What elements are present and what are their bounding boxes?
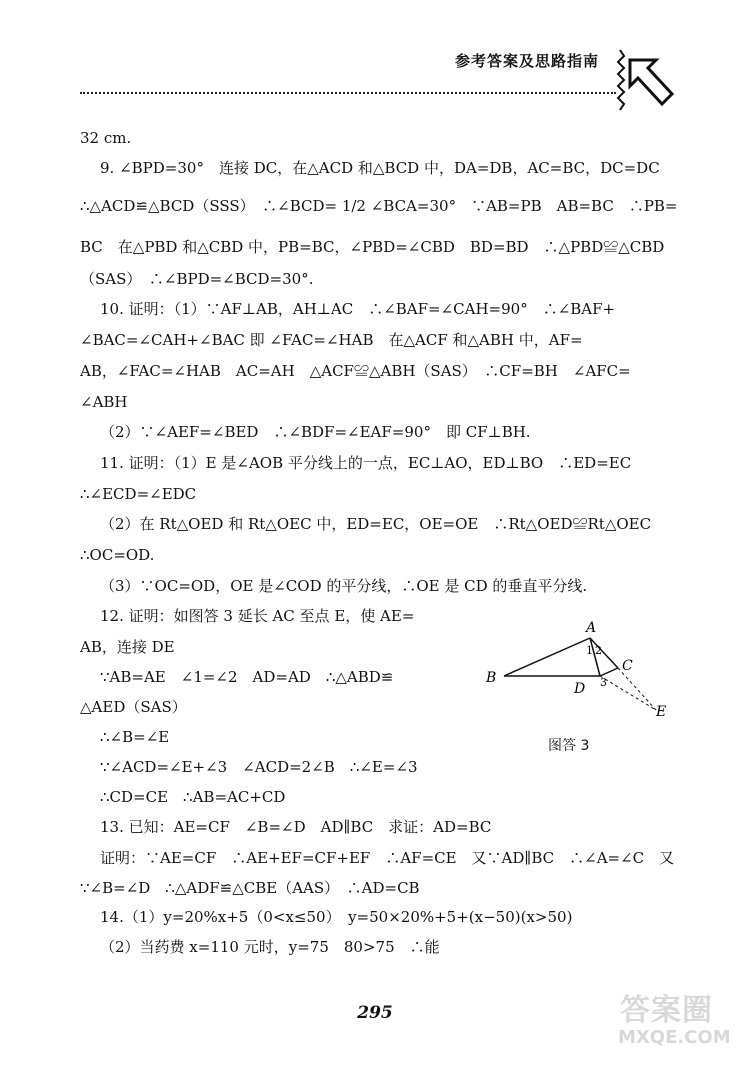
text-line: ∴△ACD≌△BCD（SSS） ∴∠BCD= 1/2 ∠BCA=30° ∵AB=PB AB=BC ∴PB= (80, 197, 678, 215)
segment-ce (618, 668, 656, 710)
text-line: ∠BAC=∠CAH+∠BAC 即 ∠FAC=∠HAB 在△ACF 和△ABH 中，AF= (80, 331, 583, 349)
figure-caption: 图答 3 (548, 738, 590, 754)
text-line: （3）∵OC=OD，OE 是∠COD 的平分线，∴OE 是 CD 的垂直平分线. (100, 577, 588, 595)
text-line: 12. 证明：如图答 3 延长 AC 至点 E，使 AE= (100, 607, 415, 625)
watermark-url: MXQE.COM (618, 1027, 731, 1048)
text-line: 14.（1）y=20%x+5（0<x≤50） y=50×20%+5+(x−50)(x>50) (100, 908, 573, 926)
text-line: 32 cm. (80, 129, 132, 147)
text-line: （SAS） ∴∠BPD=∠BCD=30°. (80, 270, 314, 288)
header-title: 参考答案及思路指南 (455, 52, 600, 70)
text-line: 证明：∵AE=CF ∴AE+EF=CF+EF ∴AF=CE 又∵AD∥BC ∴∠A=∠C 又 (100, 849, 675, 867)
text-line: 10. 证明：（1）∵AF⊥AB，AH⊥AC ∴∠BAF=∠CAH=90° ∴∠BAF+ (100, 300, 616, 318)
segment-dc (600, 668, 618, 676)
text-line: （2）在 Rt△OED 和 Rt△OEC 中，ED=EC，OE=OE ∴Rt△OED≌Rt△OEC (100, 515, 652, 533)
text-line: AB，∠FAC=∠HAB AC=AH △ACF≌△ABH（SAS） ∴CF=BH ∠AFC= (80, 362, 631, 380)
text-line: ∴∠B=∠E (100, 728, 170, 746)
text-line: ∠ABH (80, 393, 128, 411)
arrow-icon (612, 48, 676, 114)
text-line: AB，连接 DE (80, 638, 175, 656)
label-angle-1: 1 (586, 644, 593, 657)
geometry-figure (478, 614, 678, 718)
segment-ba (504, 638, 590, 676)
text-line: ∵∠B=∠D ∴△ADF≌△CBE（AAS） ∴AD=CB (80, 879, 420, 897)
label-d: D (574, 681, 586, 697)
text-line: △AED（SAS） (80, 698, 187, 716)
text-line: ∴∠ECD=∠EDC (80, 485, 197, 503)
text-line: ∵∠ACD=∠E+∠3 ∠ACD=2∠B ∴∠E=∠3 (100, 758, 418, 776)
text-line: （2）∵∠AEF=∠BED ∴∠BDF=∠EAF=90° 即 CF⊥BH. (100, 423, 531, 441)
page-number: 295 (357, 1003, 393, 1023)
label-c: C (622, 658, 633, 674)
header-dotted-rule (80, 92, 616, 94)
text-line: BC 在△PBD 和△CBD 中，PB=BC，∠PBD=∠CBD BD=BD ∴△PBD≌△CBD (80, 238, 665, 256)
label-e: E (656, 704, 667, 718)
label-a: A (586, 620, 597, 636)
text-line: ∴OC=OD. (80, 546, 155, 564)
text-line: 11. 证明：（1）E 是∠AOB 平分线上的一点，EC⊥AO，ED⊥BO ∴ED=EC (100, 454, 632, 472)
text-line: ∴CD=CE ∴AB=AC+CD (100, 788, 286, 806)
text-line: ∵AB=AE ∠1=∠2 AD=AD ∴△ABD≌ (100, 668, 394, 686)
segment-de (600, 676, 656, 710)
text-line: 9. ∠BPD=30° 连接 DC，在△ACD 和△BCD 中，DA=DB，AC=BC，DC=DC (100, 159, 660, 177)
label-angle-2: 2 (595, 644, 602, 657)
text-line: 13. 已知：AE=CF ∠B=∠D AD∥BC 求证：AD=BC (100, 818, 492, 836)
label-angle-3: 3 (600, 676, 607, 689)
label-b: B (486, 670, 497, 686)
text-line: （2）当药费 x=110 元时，y=75 80>75 ∴能 (100, 938, 440, 956)
watermark-logo: 答案圈 (620, 993, 713, 1028)
